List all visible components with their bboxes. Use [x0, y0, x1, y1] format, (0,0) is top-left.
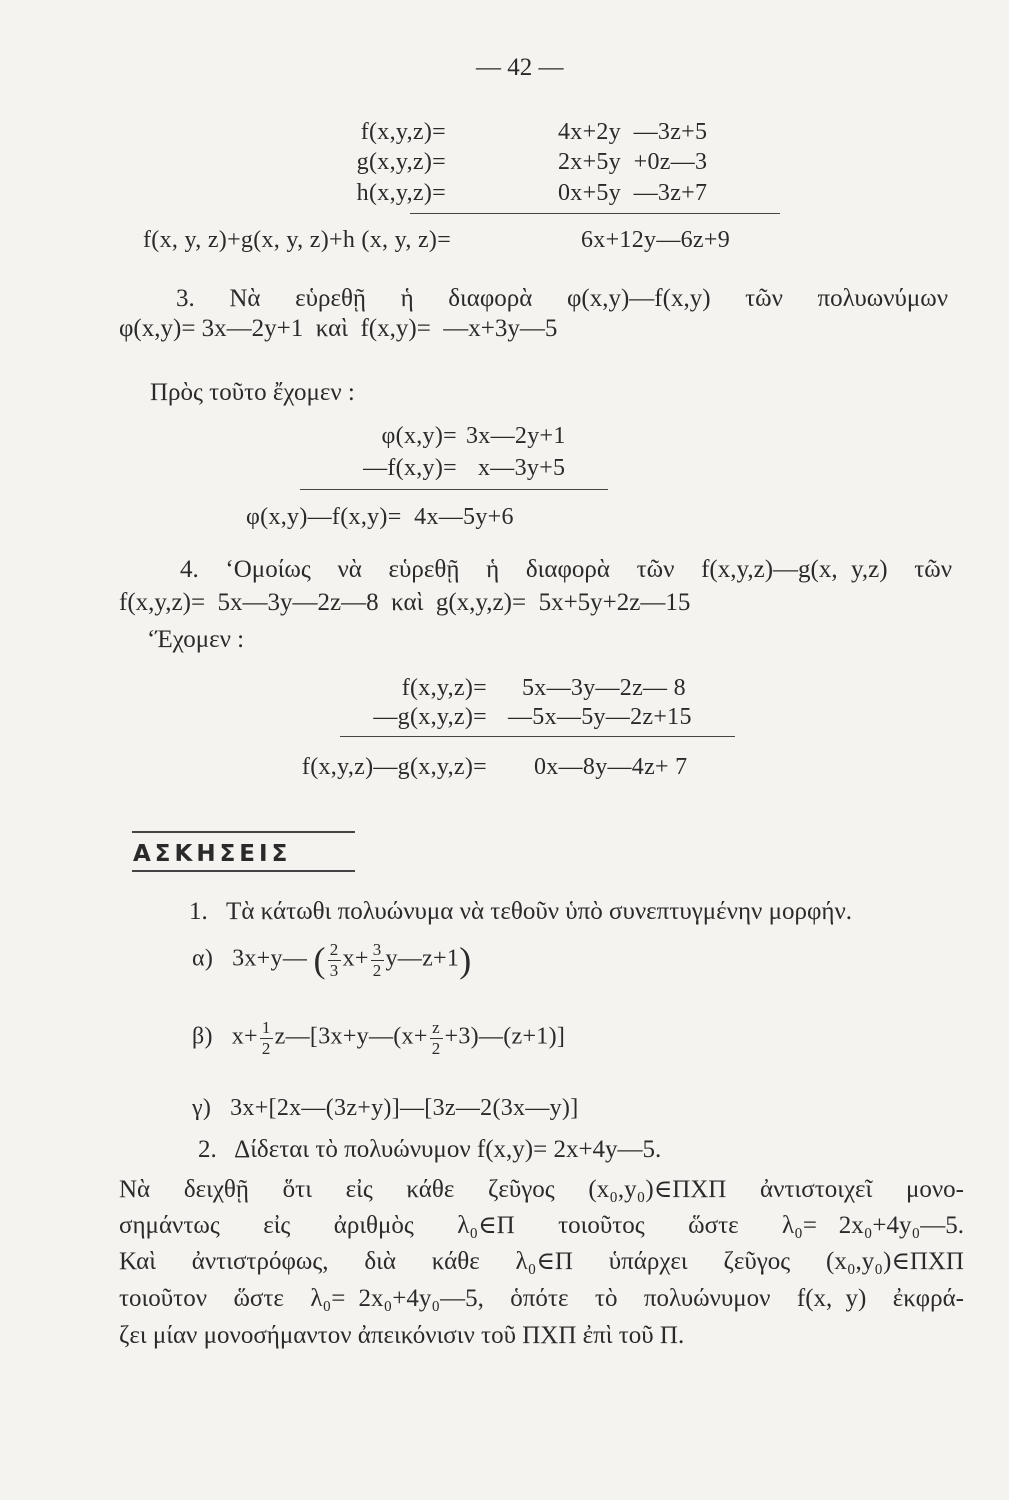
ex4-result-lhs: f(x,y,z)—g(x,y,z)=	[301, 754, 487, 780]
ex4-intro: ʻΈχομεν :	[147, 626, 245, 653]
sum-row-g-rhs: 2x+5y +0z—3	[558, 149, 708, 175]
ex3-line1: 3. Νὰ εὑρεθῇ ἡ διαφορὰ φ(x,y)—f(x,y) τῶν πολυωνύμων	[176, 285, 948, 312]
ex1c-expr: 3x+[2x—(3z+y)]—[3z—2(3x—y)]	[230, 1095, 579, 1121]
ex1c-label: γ)	[192, 1095, 212, 1121]
ex3-row-f-lhs: —f(x,y)=	[363, 455, 457, 481]
ex1b-f2-den: 2	[431, 1038, 441, 1058]
exercise-1b	[192, 1018, 565, 1058]
exercise-1a	[192, 940, 471, 980]
ex1b-label: β)	[192, 1023, 213, 1050]
ex1a-post: y—z+1	[385, 945, 460, 972]
ex3-row-phi-lhs: φ(x,y)=	[381, 423, 457, 449]
ex3-row-f-rhs: x—3y+5	[478, 455, 566, 481]
exercise-2-line-1: Νὰ δειχθῇ ὅτι εἰς κάθε ζεῦγος (x₀,y₀)∈ΠΧΠ ἀντιστοιχεῖ μονο-	[119, 1176, 964, 1203]
ex4-result-rhs: 0x—8y—4z+ 7	[534, 754, 688, 780]
ex3-rule	[300, 489, 608, 490]
ex1b-fraction-2	[430, 1018, 443, 1058]
ex1a-close-paren: )	[459, 940, 472, 981]
exercise-1c	[192, 1096, 579, 1120]
sum-row-f-lhs: f(x,y,z)=	[360, 119, 446, 145]
ex4-row-f-lhs: f(x,y,z)=	[401, 675, 487, 701]
sum-row-f-rhs: 4x+2y —3z+5	[558, 119, 708, 145]
page-number: — 42 —	[476, 54, 564, 81]
ex3-line2: φ(x,y)= 3x—2y+1 καὶ f(x,y)= —x+3y—5	[119, 315, 558, 342]
sum-result-rhs: 6x+12y—6z+9	[581, 227, 731, 253]
ex4-line1: 4. ʻΟμοίως νὰ εὑρεθῇ ἡ διαφορὰ τῶν f(x,y,z)—g(x, y,z) τῶν	[180, 556, 952, 583]
ex1a-fraction-1	[328, 940, 341, 980]
ex1a-label: α)	[192, 945, 214, 972]
ex4-row-g-lhs: —g(x,y,z)=	[373, 704, 487, 730]
sum-rule	[410, 213, 780, 214]
heading-rule	[132, 831, 355, 833]
ex1b-f1-num: 1	[261, 1018, 271, 1037]
ex1b-f1-den: 2	[261, 1038, 271, 1058]
sum-row-h-lhs: h(x,y,z)=	[356, 180, 446, 206]
ex1a-f2-num: 3	[372, 940, 382, 959]
ex1a-open-paren: (	[313, 940, 326, 981]
sum-result-lhs: f(x, y, z)+g(x, y, z)+h (x, y, z)=	[143, 227, 452, 253]
ex4-row-g-rhs: —5x—5y—2z+15	[508, 704, 692, 730]
exercise-2-line-2: σημάντως εἰς ἀριθμὸς λ₀∈Π τοιοῦτος ὥστε λ₀= 2x₀+4y₀—5.	[119, 1212, 964, 1239]
exercise-2-statement: 2. Δίδεται τὸ πολυώνυμον f(x,y)= 2x+4y—5.	[198, 1136, 662, 1163]
sum-row-h-rhs: 0x+5y —3z+7	[558, 180, 708, 206]
ex1a-f1-num: 2	[329, 940, 339, 959]
ex1b-fraction-1	[260, 1018, 273, 1058]
ex1a-f1-den: 3	[329, 960, 339, 980]
ex1a-mid: x+	[342, 945, 369, 972]
ex1a-pre: 3x+y—	[232, 945, 308, 972]
sum-row-g-lhs: g(x,y,z)=	[356, 149, 446, 175]
heading-underline	[132, 870, 355, 872]
ex1b-pre: x+	[231, 1023, 258, 1050]
ex1b-post: +3)—(z+1)]	[444, 1023, 566, 1050]
ex3-intro: Πρὸς τοῦτο ἔχομεν :	[150, 379, 355, 406]
ex4-rule	[340, 736, 735, 737]
ex1b-f2-num: z	[430, 1018, 443, 1039]
ex3-result: φ(x,y)—f(x,y)= 4x—5y+6	[246, 504, 514, 530]
ex1a-fraction-2	[371, 940, 384, 980]
exercise-2-line-3: Καὶ ἀντιστρόφως, διὰ κάθε λ₀∈Π ὑπάρχει ζεῦγος (x₀,y₀)∈ΠΧΠ	[119, 1248, 964, 1275]
ex1a-f2-den: 2	[372, 960, 382, 980]
ex4-row-f-rhs: 5x—3y—2z— 8	[522, 675, 686, 701]
ex4-line2: f(x,y,z)= 5x—3y—2z—8 καὶ g(x,y,z)= 5x+5y+2z—15	[119, 589, 691, 616]
exercise-2-last-line: ζει μίαν μονοσήμαντον ἀπεικόνισιν τοῦ ΠΧΠ ἐπὶ τοῦ Π.	[119, 1322, 685, 1349]
exercise-1-statement: 1. Τὰ κάτωθι πολυώνυμα νὰ τεθοῦν ὑπὸ συνεπτυγμένην μορφήν.	[189, 898, 853, 925]
exercise-2-line-4: τοιοῦτον ὥστε λ₀= 2x₀+4y₀—5, ὁπότε τὸ πολυώνυμον f(x, y) ἐκφρά-	[119, 1285, 964, 1312]
ex3-row-phi-rhs: 3x—2y+1	[466, 423, 566, 449]
exercises-heading: ΑΣΚΗΣΕΙΣ	[133, 841, 292, 867]
ex1b-mid: z—[3x+y—(x+	[274, 1023, 428, 1050]
